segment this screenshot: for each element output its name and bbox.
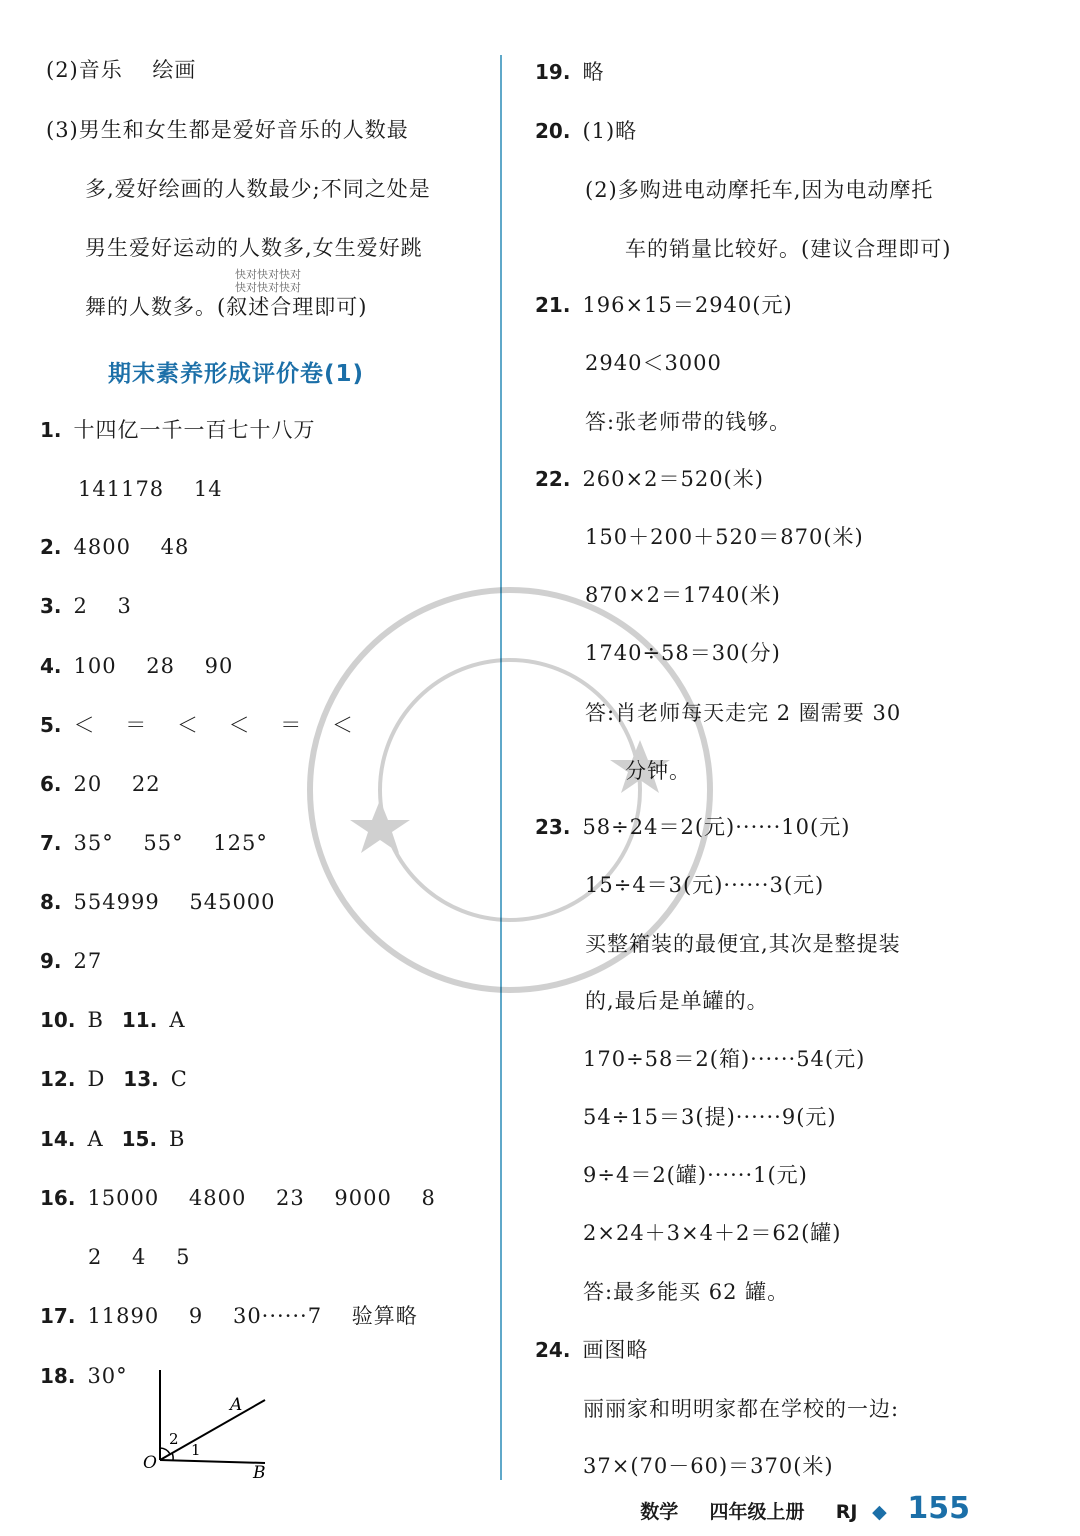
answer-text: 答:肖老师每天走完 2 圈需要 30	[585, 701, 902, 725]
right-answer-line	[583, 1218, 841, 1248]
answer-text: 舞的人数多。(叙述合理即可)	[85, 295, 368, 319]
left-column-line	[46, 115, 409, 145]
left-answer-line	[40, 1183, 436, 1213]
right-answer-line	[583, 1394, 899, 1424]
label-o: O	[143, 1453, 157, 1473]
answer-text: 150＋200＋520＝870(米)	[585, 525, 864, 549]
answer-text: 37×(70－60)＝370(米)	[583, 1454, 834, 1478]
left-answer-line	[40, 828, 268, 858]
left-answer-line	[40, 769, 161, 799]
label-a: A	[230, 1395, 243, 1415]
right-answer-line	[583, 1102, 837, 1132]
left-answer-line	[40, 1361, 128, 1391]
question-number: 6.	[40, 772, 62, 796]
question-number: 1.	[40, 418, 62, 442]
answer-text: 35° 55° 125°	[73, 831, 268, 855]
answer-text: 27	[73, 949, 103, 973]
question-number: 13.	[123, 1067, 159, 1091]
answer-text: A	[87, 1127, 104, 1151]
page-number: 155	[907, 1491, 970, 1526]
right-answer-line	[585, 929, 901, 959]
small-watermark-text-1: 快对快对快对	[235, 268, 301, 281]
right-answer-line	[535, 290, 793, 320]
footer-edition: RJ	[835, 1501, 858, 1523]
answer-text: 的,最后是单罐的。	[585, 989, 769, 1013]
answer-text: 2 4 5	[88, 1245, 191, 1269]
answer-text: A	[169, 1008, 186, 1032]
left-answer-line	[40, 651, 233, 681]
right-answer-line	[625, 756, 691, 786]
right-answer-line	[585, 986, 769, 1016]
left-answer-line	[40, 1064, 188, 1094]
answer-text: 20 22	[73, 772, 161, 796]
answer-text: 2×24＋3×4＋2＝62(罐)	[583, 1221, 842, 1245]
answer-text: 260×2＝520(米)	[582, 467, 764, 491]
question-number: 12.	[40, 1067, 76, 1091]
answer-text: C	[170, 1067, 188, 1091]
answer-text: 分钟。	[625, 759, 691, 783]
left-column-line	[85, 174, 431, 204]
answer-text: B	[169, 1127, 186, 1151]
answer-text: 100 28 90	[73, 654, 234, 678]
answer-text: 多,爱好绘画的人数最少;不同之处是	[85, 177, 431, 201]
answer-text: 11890 9 30······7 验算略	[87, 1304, 418, 1328]
question-number: 20.	[535, 119, 571, 143]
answer-text: 15÷4＝3(元)······3(元)	[585, 873, 825, 897]
answer-text: 170÷58＝2(箱)······54(元)	[583, 1047, 866, 1071]
question-number: 24.	[535, 1338, 571, 1362]
label-1: 1	[191, 1441, 201, 1459]
label-2: 2	[169, 1430, 179, 1448]
footer-subject: 数学	[640, 1501, 679, 1523]
small-watermark-text-2: 快对快对快对	[235, 281, 301, 294]
right-answer-line	[585, 580, 781, 610]
answer-text: 30°	[87, 1364, 128, 1388]
question-number: 8.	[40, 890, 62, 914]
left-column-line	[85, 233, 423, 263]
right-answer-line	[583, 1277, 789, 1307]
answer-text: 54÷15＝3(提)······9(元)	[583, 1105, 837, 1129]
question-number: 21.	[535, 293, 571, 317]
right-answer-line	[585, 175, 933, 205]
answer-text: 答:张老师带的钱够。	[585, 410, 792, 434]
right-answer-line	[583, 1451, 834, 1481]
answer-text: 2940＜3000	[585, 351, 722, 375]
label-b: B	[253, 1463, 266, 1480]
right-answer-line	[585, 348, 722, 378]
question-number: 18.	[40, 1364, 76, 1388]
right-answer-line	[583, 1044, 865, 1074]
left-answer-line	[40, 591, 132, 621]
answer-text: 丽丽家和明明家都在学校的一边:	[583, 1397, 900, 1421]
footer-grade: 四年级上册	[709, 1501, 805, 1523]
right-answer-line	[585, 870, 824, 900]
left-answer-line	[40, 887, 276, 917]
question-number: 11.	[121, 1008, 158, 1032]
question-number: 5.	[40, 713, 62, 737]
question-number: 3.	[40, 594, 62, 618]
right-answer-line	[585, 407, 791, 437]
question-number: 22.	[535, 467, 571, 491]
left-answer-line	[40, 1005, 185, 1035]
right-answer-line	[585, 698, 901, 728]
answer-text: (2)音乐 绘画	[46, 58, 197, 82]
answer-text: B	[87, 1008, 104, 1032]
right-answer-line	[535, 464, 764, 494]
answer-text: 买整箱装的最便宜,其次是整提装	[585, 932, 901, 956]
column-divider	[500, 55, 502, 1480]
question-number: 16.	[40, 1186, 76, 1210]
left-answer-line	[40, 710, 354, 740]
left-column-line	[85, 292, 367, 322]
answer-text: 2 3	[73, 594, 132, 618]
question-number: 23.	[535, 815, 571, 839]
right-answer-line	[585, 522, 864, 552]
answer-text: 略	[582, 60, 605, 84]
right-answer-line	[585, 638, 781, 668]
answer-text: (1)略	[582, 119, 638, 143]
answer-text: (3)男生和女生都是爱好音乐的人数最	[46, 118, 409, 142]
left-answer-line	[40, 532, 189, 562]
page-footer	[640, 1491, 970, 1526]
answer-text: 870×2＝1740(米)	[585, 583, 781, 607]
answer-text: 58÷24＝2(元)······10(元)	[582, 815, 851, 839]
question-number: 9.	[40, 949, 62, 973]
question-number: 15.	[121, 1127, 158, 1151]
answer-text: 答:最多能买 62 罐。	[583, 1280, 790, 1304]
question-number: 2.	[40, 535, 62, 559]
question-number: 14.	[40, 1127, 76, 1151]
answer-text: D	[87, 1067, 106, 1091]
diamond-icon: ◆	[872, 1501, 887, 1523]
answer-text: 196×15＝2940(元)	[582, 293, 793, 317]
right-answer-line	[625, 234, 951, 264]
answer-text: 141178 14	[78, 477, 223, 501]
question-number: 10.	[40, 1008, 76, 1032]
left-answer-line	[40, 1124, 185, 1154]
answer-text: 15000 4800 23 9000 8	[87, 1186, 436, 1210]
answer-text: 车的销量比较好。(建议合理即可)	[625, 237, 952, 261]
left-answer-line	[40, 946, 102, 976]
left-column-line	[46, 55, 196, 85]
left-answer-line	[40, 1301, 418, 1331]
answer-text: 十四亿一千一百七十八万	[73, 418, 316, 442]
question-number: 19.	[535, 60, 571, 84]
section-title: 期末素养形成评价卷(1)	[108, 361, 365, 387]
angle-figure	[135, 1360, 275, 1480]
right-answer-line	[535, 812, 850, 842]
right-answer-line	[535, 116, 637, 146]
answer-text: (2)多购进电动摩托车,因为电动摩托	[585, 178, 934, 202]
question-number: 17.	[40, 1304, 76, 1328]
answer-text: 9÷4＝2(罐)······1(元)	[583, 1163, 808, 1187]
left-answer-line	[78, 474, 223, 504]
left-answer-line	[40, 415, 316, 445]
right-answer-line	[535, 1335, 648, 1365]
answer-text: ＜ ＝ ＜ ＜ ＝ ＜	[73, 713, 354, 737]
answer-text: 画图略	[582, 1338, 649, 1362]
right-answer-line	[535, 57, 604, 87]
right-answer-line	[583, 1160, 808, 1190]
left-answer-line	[88, 1242, 190, 1272]
answer-text: 554999 545000	[73, 890, 276, 914]
answer-text: 男生爱好运动的人数多,女生爱好跳	[85, 236, 423, 260]
question-number: 4.	[40, 654, 62, 678]
answer-text: 1740÷58＝30(分)	[585, 641, 781, 665]
question-number: 7.	[40, 831, 62, 855]
answer-text: 4800 48	[73, 535, 190, 559]
